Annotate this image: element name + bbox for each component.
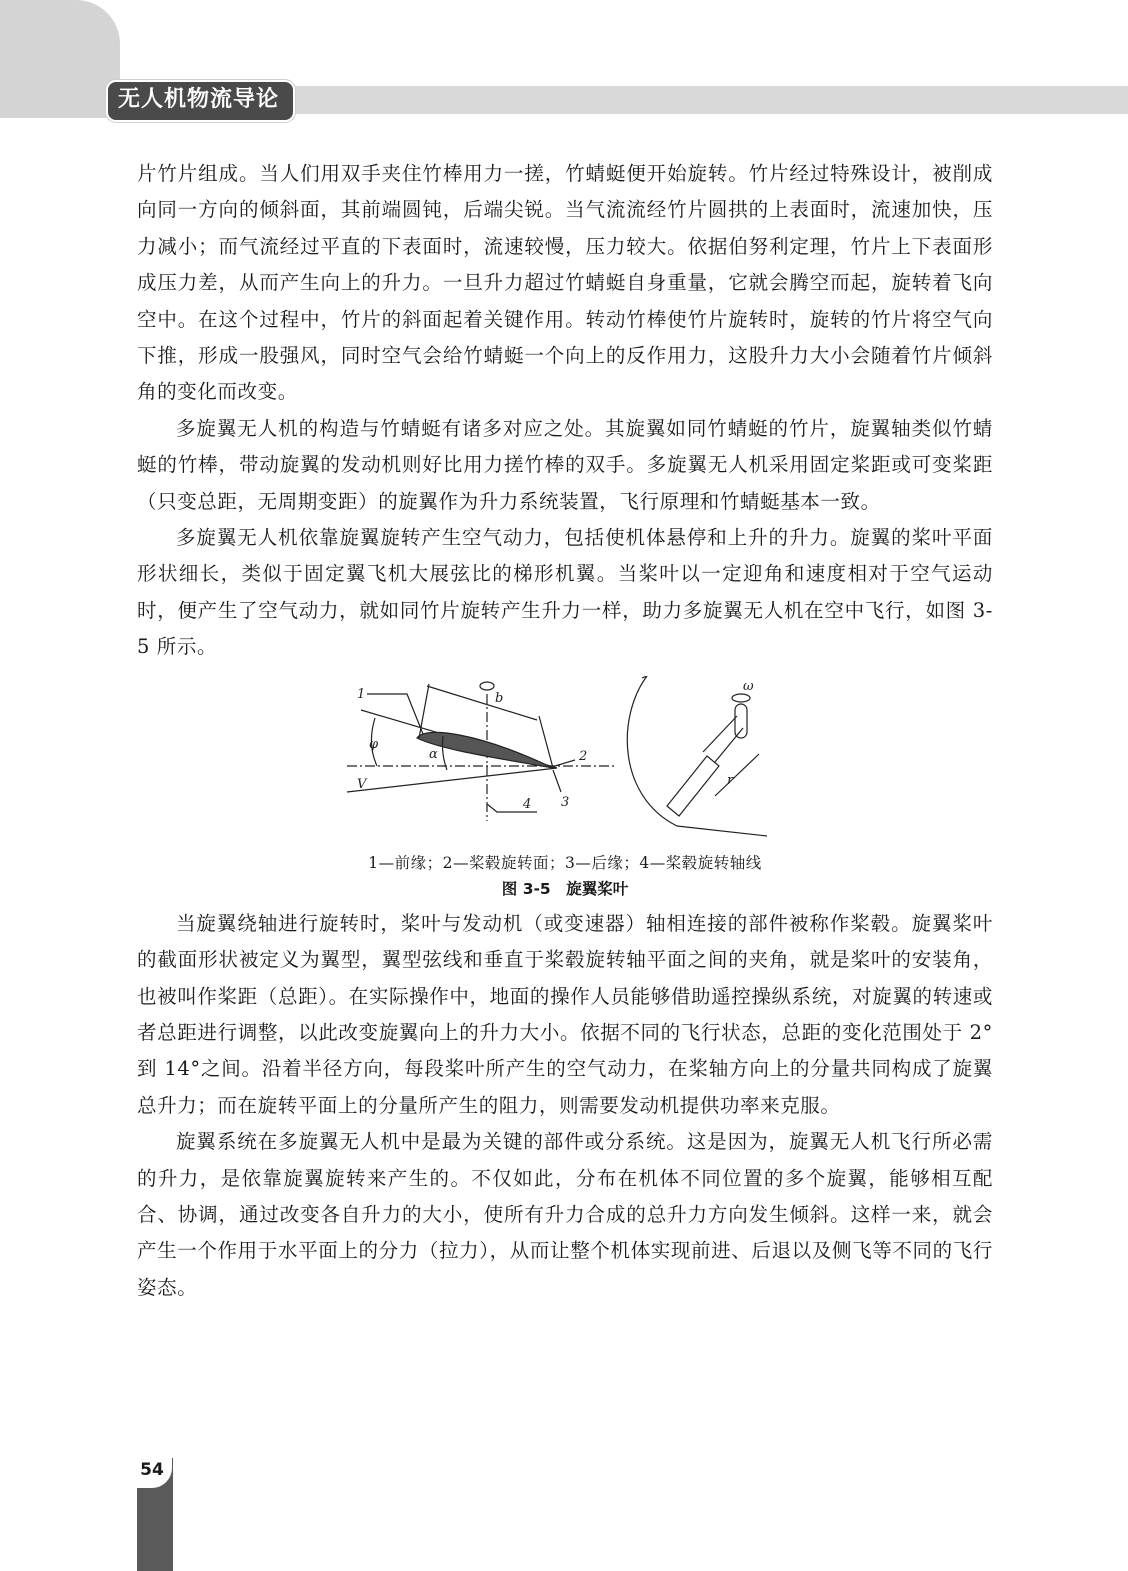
paragraph-3: 多旋翼无人机依靠旋翼旋转产生空气动力，包括使机体悬停和上升的升力。旋翼的桨叶平面形状细长，类似于固定翼飞机大展弦比的梯形机翼。当桨叶以一定迎角和速度相对于空气运动时，便产生了空气动力，就如同竹片旋转产生升力一样，助力多旋翼无人机在空中飞行，如图 3-5 所示。 bbox=[137, 526, 993, 659]
label-r: r bbox=[727, 772, 734, 788]
label-v: V bbox=[357, 776, 367, 792]
rotor-disk-arc bbox=[627, 676, 767, 836]
label-4: 4 bbox=[523, 796, 532, 812]
figure-title: 图 3-5 旋翼桨叶 bbox=[501, 879, 629, 898]
blade-body bbox=[667, 756, 719, 816]
page-content bbox=[137, 156, 993, 1306]
figure-legend: 1—前缘；2—桨毂旋转面；3—后缘；4—桨毂旋转轴线 bbox=[368, 853, 762, 872]
label-1: 1 bbox=[357, 686, 366, 702]
paragraph-5: 旋翼系统在多旋翼无人机中是最为关键的部件或分系统。这是因为，旋翼无人机飞行所必需的升力，是依靠旋翼旋转来产生的。不仅如此，分布在机体不同位置的多个旋翼，能够相互配合、协调，通过改变各自升力的大小，使所有升力合成的总升力方向发生倾斜。这样一来，就会产生一个作用于水平面上的分力（拉力），从而让整个机体实现前进、后退以及侧飞等不同的飞行姿态。 bbox=[137, 1130, 993, 1299]
label-2: 2 bbox=[579, 748, 588, 764]
label-phi: φ bbox=[369, 736, 379, 752]
page-number: 54 bbox=[132, 1452, 172, 1488]
paragraph-4: 当旋翼绕轴进行旋转时，桨叶与发动机（或变速器）轴相连接的部件被称作桨毂。旋翼桨叶的截面形状被定义为翼型，翼型弦线和垂直于桨毂旋转轴平面之间的夹角，就是桨叶的安装角，也被叫作桨距（总距）。在实际操作中，地面的操作人员能够借助遥控操纵系统，对旋翼的转速或者总距进行调整，以此改变旋翼向上的升力大小。依据不同的飞行状态，总距的变化范围处于 2°到 14°之间。沿着半径方向，每段桨叶所产生的空气动力，在桨轴方向上的分量共同构成了旋翼总升力；而在旋转平面上的分量所产生的阻力，则需要发动机提供功率来克服。 bbox=[137, 911, 993, 1117]
paragraph-2: 多旋翼无人机的构造与竹蜻蜓有诸多对应之处。其旋翼如同竹蜻蜓的竹片，旋翼轴类似竹蜻蜓的竹棒，带动旋翼的发动机则好比用力搓竹棒的双手。多旋翼无人机采用固定桨距或可变桨距（只变总距，无周期变距）的旋翼作为升力系统装置，飞行原理和竹蜻蜓基本一致。 bbox=[137, 416, 993, 513]
rotor-blade-diagram bbox=[347, 676, 767, 846]
label-alpha: α bbox=[429, 746, 438, 762]
header-tab-decoration bbox=[0, 0, 120, 118]
radius-line bbox=[715, 754, 759, 796]
velocity-line bbox=[347, 768, 557, 792]
rotor-blade-figure bbox=[137, 676, 993, 848]
book-title: 无人机物流导论 bbox=[106, 80, 295, 122]
label-3: 3 bbox=[561, 794, 570, 810]
shaft-cylinder bbox=[735, 704, 747, 738]
label-omega: ω bbox=[743, 678, 754, 694]
label-b: b bbox=[495, 690, 504, 706]
paragraph-1: 片竹片组成。当人们用双手夹住竹棒用力一搓，竹蜻蜓便开始旋转。竹片经过特殊设计，被削成向同一方向的倾斜面，其前端圆钝，后端尖锐。当气流流经竹片圆拱的上表面时，流速加快，压力减小；而气流经过平直的下表面时，流速较慢，压力较大。依据伯努利定理，竹片上下表面形成压力差，从而产生向上的升力。一旦升力超过竹蜻蜓自身重量，它就会腾空而起，旋转着飞向空中。在这个过程中，竹片的斜面起着关键作用。转动竹棒使竹片旋转时，旋转的竹片将空气向下推，形成一股强风，同时空气会给竹蜻蜓一个向上的反作用力，这股升力大小会随着竹片倾斜角的变化而改变。 bbox=[137, 162, 993, 404]
dimension-b-line bbox=[427, 686, 537, 720]
